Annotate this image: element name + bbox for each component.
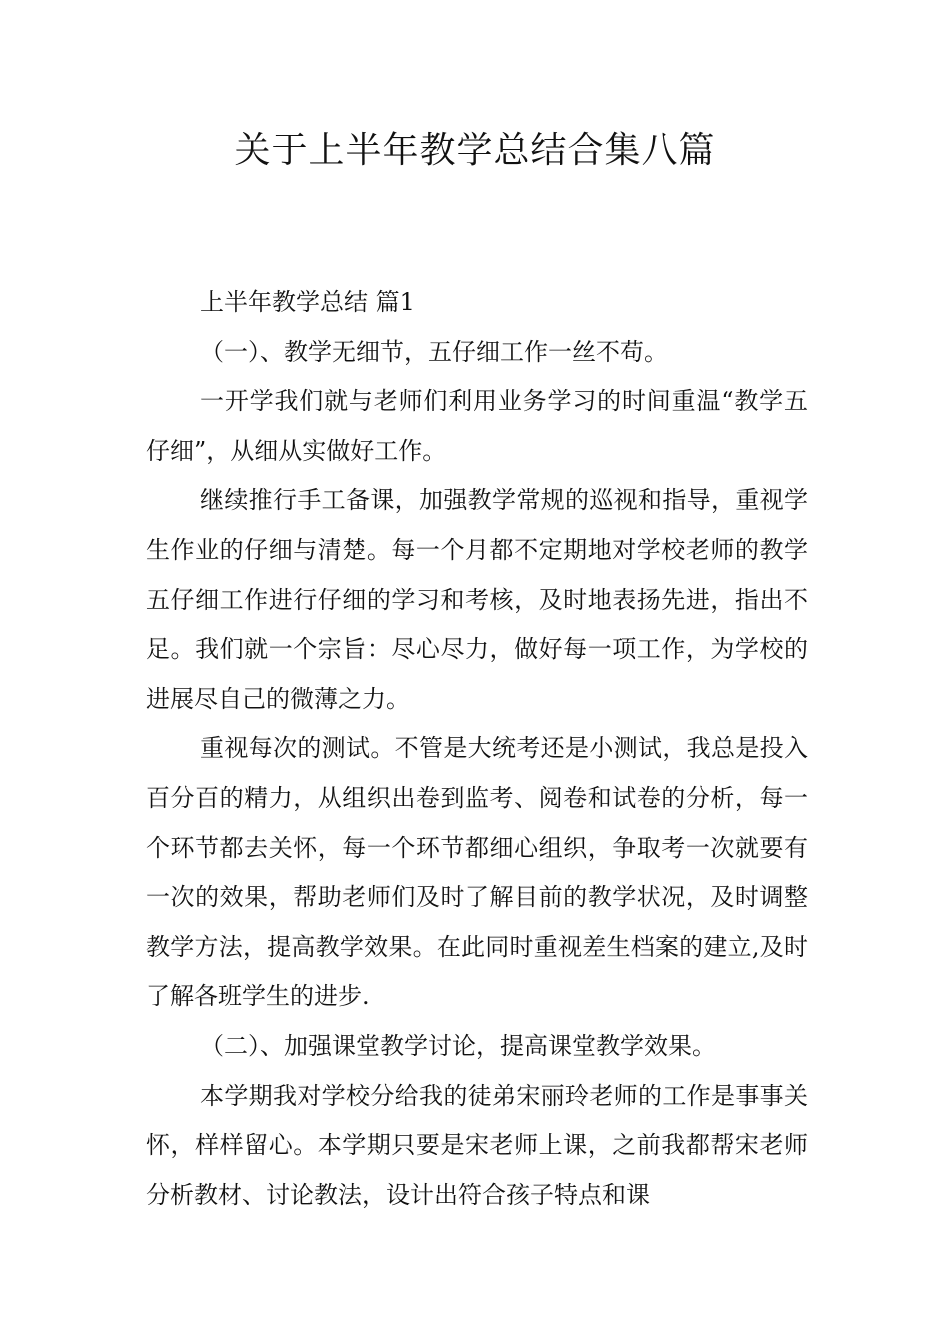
paragraph: 重视每次的测试。不管是大统考还是小测试，我总是投入百分百的精力，从组织出卷到监考、阅卷和试卷的分析，每一个环节都去关怀，每一个环节都细心组织，争取考一次就要有一次的效果，帮助老师们及时了解目前的教学状况，及时调整教学方法，提高教学效果。在此同时重视差生档案的建立,及时了解各班学生的进步.	[146, 734, 808, 1011]
paragraph: 继续推行手工备课，加强教学常规的巡视和指导，重视学生作业的仔细与清楚。每一个月都不定期地对学校老师的教学五仔细工作进行仔细的学习和考核，及时地表扬先进，指出不足。我们就一个宗旨：尽心尽力，做好每一项工作，为学校的进展尽自己的微薄之力。	[146, 486, 808, 713]
paragraph: 一开学我们就与老师们利用业务学习的时间重温“教学五仔细”，从细从实做好工作。	[146, 387, 808, 465]
section-heading: 上半年教学总结 篇1	[200, 288, 415, 316]
document-title: 关于上半年教学总结合集八篇	[234, 130, 716, 171]
paragraph: （二）、加强课堂教学讨论，提高课堂教学效果。	[200, 1031, 716, 1060]
paragraph: 本学期我对学校分给我的徒弟宋丽玲老师的工作是事事关怀，样样留心。本学期只要是宋老师上课，之前我都帮宋老师分析教材、讨论教法，设计出符合孩子特点和课	[146, 1081, 808, 1209]
document-body	[146, 278, 808, 1220]
paragraph: （一）、教学无细节，五仔细工作一丝不苟。	[200, 337, 668, 366]
